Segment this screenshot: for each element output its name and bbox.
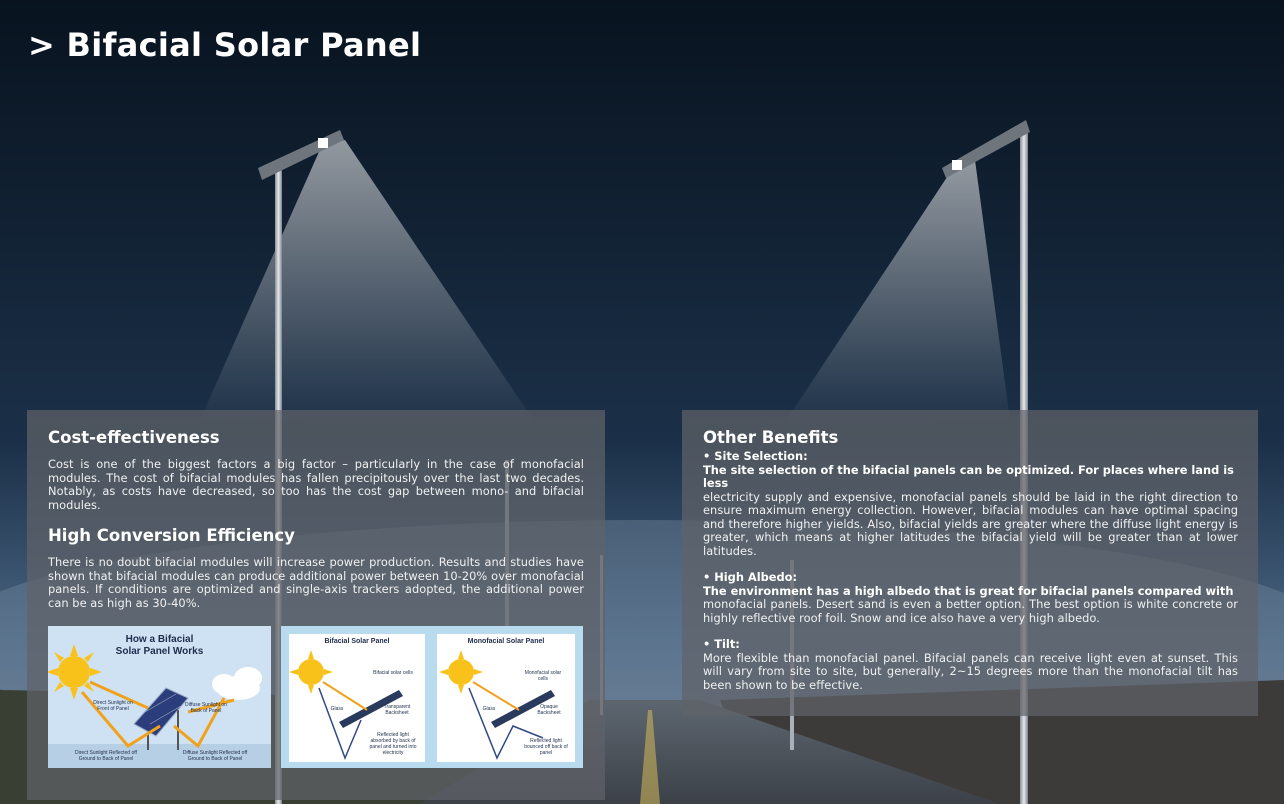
benefit-title: • Site Selection: xyxy=(703,449,808,463)
benefit-site-selection xyxy=(703,450,1238,558)
left-info-panel xyxy=(27,410,605,800)
bifacial-vs-monofacial-diagram xyxy=(281,626,583,768)
label-reflected-direct: Direct Sunlight Reflected off Ground to Back of Panel xyxy=(75,750,137,762)
label-diffuse: Diffuse Sunlight on Back of Panel xyxy=(185,702,227,714)
monofacial-title: Monofacial Solar Panel xyxy=(467,638,545,645)
label-direct: Direct Sunlight on Front of Panel xyxy=(93,700,133,712)
label-reflected-diffuse: Diffuse Sunlight Reflected off Ground to Back of Panel xyxy=(182,750,248,762)
benefit-lead: The site selection of the bifacial panels can be optimized. For places where land is less xyxy=(703,462,1234,490)
efficiency-heading: High Conversion Efficiency xyxy=(48,526,295,545)
glass-right-label: Glass xyxy=(482,706,496,712)
efficiency-body: There is no doubt bifacial modules will increase power production. Results and studies have shown that bifacial modules can produce additional power between 10-20% over monofacial panels. If conditions are optimized and single-axis trackers adopted, the additional power can be as high as 30-40%. xyxy=(48,555,584,610)
benefit-body: electricity supply and expensive, monofacial panels should be laid in the right direction to ensure maximum energy collection. However, bifacial modules can have optimal spacing and therefore higher yields. Also, bifacial yields are greater where the diffuse light energy is greater, which means at higher latitudes the bifacial yield will be greater than at lower latitudes. xyxy=(703,489,1238,558)
cloud-icon xyxy=(212,667,262,700)
other-benefits-heading: Other Benefits xyxy=(703,428,839,447)
reflected-left-label: Reflected light absorbed by back of panel and turned into electricity xyxy=(369,732,417,756)
transparent-backsheet-label: Transparent Backsheet xyxy=(383,704,411,716)
diagram-row xyxy=(48,626,584,768)
benefit-body: More flexible than monofacial panel. Bifacial panels can receive light even at sunset. This will vary from site to site, but generally, 2~15 degrees more than the monofacial tilt has been shown to be effective. xyxy=(703,650,1238,692)
cost-heading: Cost-effectiveness xyxy=(48,428,220,447)
monofacial-cells-label: Monofacial solar cells xyxy=(524,670,562,682)
right-info-panel xyxy=(682,410,1258,716)
cost-body: Cost is one of the biggest factors a big factor – particularly in the case of monofacial modules. The cost of bifacial modules has fallen precipitously over the last two decades. Notably, as costs have decreased, so too has the cost gap between mono- and bifacial modules. xyxy=(48,457,584,512)
page-title: > Bifacial Solar Panel xyxy=(28,26,422,64)
benefit-title: • High Albedo: xyxy=(703,570,798,584)
opaque-backsheet-label: Opaque Backsheet xyxy=(537,704,561,716)
benefit-title: • Tilt: xyxy=(703,637,740,651)
how-title-line1: How a Bifacial xyxy=(125,634,194,645)
bifacial-cells-label: Bifacial solar cells xyxy=(373,670,413,676)
glass-left-label: Glass xyxy=(330,706,344,712)
reflected-right-label: Reflected light bounced off back of panel xyxy=(524,738,568,756)
benefit-tilt xyxy=(703,638,1238,692)
benefit-high-albedo xyxy=(703,571,1238,625)
benefit-body: monofacial panels. Desert sand is even a better option. The best option is white concrete or highly reflective roof foil. Snow and ice also have a very high albedo. xyxy=(703,597,1238,625)
how-title-line2: Solar Panel Works xyxy=(115,646,204,657)
how-bifacial-works-diagram xyxy=(48,626,271,768)
bifacial-title: Bifacial Solar Panel xyxy=(324,638,390,645)
benefit-lead: The environment has a high albedo that is great for bifacial panels compared with xyxy=(703,583,1234,598)
